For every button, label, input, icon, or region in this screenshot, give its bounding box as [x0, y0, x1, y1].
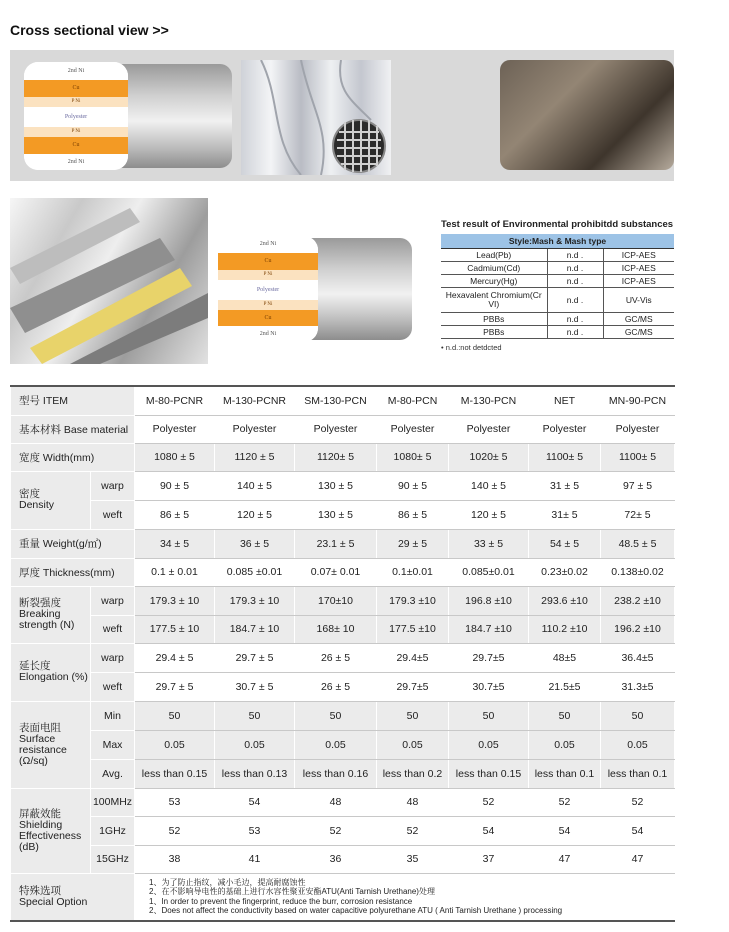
weft-label: weft [91, 615, 135, 643]
table-cell: 293.6 ±10 [529, 586, 601, 615]
table-row [11, 558, 675, 586]
table-cell: 1080 ± 5 [135, 443, 215, 471]
substance-cell: Cadmium(Cd) [441, 262, 547, 275]
table-row [11, 759, 675, 788]
photo-band [10, 50, 674, 181]
layer-polyester: Polyester [24, 107, 128, 127]
table-cell: 30.7 ± 5 [215, 672, 295, 701]
cables-photo [10, 198, 208, 364]
table-cell: less than 0.15 [135, 759, 215, 788]
metalized-fabric-photo [500, 60, 674, 170]
result-cell: n.d . [547, 249, 603, 262]
table-row [441, 275, 674, 288]
env-test-note: • n.d.:not detdcted [441, 343, 502, 352]
special-option-label [11, 873, 135, 921]
table-row [11, 386, 675, 415]
table-cell: 1120± 5 [295, 443, 377, 471]
table-cell: Polyester [215, 415, 295, 443]
table-cell: 33 ± 5 [449, 529, 529, 558]
table-cell: 48 [377, 788, 449, 816]
table-cell: 86 ± 5 [135, 500, 215, 529]
table-cell: 238.2 ±10 [601, 586, 675, 615]
table-cell: 1020± 5 [449, 443, 529, 471]
substance-cell: PBBs [441, 326, 547, 339]
table-cell: 0.05 [377, 730, 449, 759]
table-cell: less than 0.1 [601, 759, 675, 788]
substance-cell: Hexavalent Chromium(Cr VI) [441, 288, 547, 313]
table-row [11, 586, 675, 615]
table-row [11, 873, 675, 921]
table-cell: 1120 ± 5 [215, 443, 295, 471]
table-cell: 50 [529, 701, 601, 730]
table-row [11, 730, 675, 759]
max-label: Max [91, 730, 135, 759]
table-cell: 30.7±5 [449, 672, 529, 701]
label-en: Surface [19, 732, 56, 745]
table-cell: 196.8 ±10 [449, 586, 529, 615]
width-label: 宽度 Width(mm) [11, 443, 135, 471]
table-cell: 29.4 ± 5 [135, 643, 215, 672]
special-line: 1、In order to prevent the fingerprint, reduce the burr, corrosion resistance [149, 896, 413, 906]
cross-section-photo [24, 62, 232, 170]
table-cell: 54 [449, 816, 529, 845]
table-cell: 0.138±0.02 [601, 558, 675, 586]
table-cell: 1100± 5 [601, 443, 675, 471]
mesh-fabric-photo [241, 60, 391, 175]
page-heading: Cross sectional view >> [10, 22, 169, 38]
table-row [441, 326, 674, 339]
layer-ni-bottom: 2nd Ni [24, 154, 128, 170]
method-cell: GC/MS [603, 313, 674, 326]
table-cell: 130 ± 5 [295, 471, 377, 500]
table-cell: Polyester [601, 415, 675, 443]
freq-label: 1GHz [91, 816, 135, 845]
table-cell: 29.7 ± 5 [215, 643, 295, 672]
elongation-label [11, 643, 91, 701]
method-cell: ICP-AES [603, 262, 674, 275]
table-cell: 0.05 [601, 730, 675, 759]
shielding-label [11, 788, 91, 873]
spec-table [10, 385, 675, 922]
table-cell: 31± 5 [529, 500, 601, 529]
table-cell: 48±5 [529, 643, 601, 672]
weft-label: weft [91, 500, 135, 529]
surface-resistance-label [11, 701, 91, 788]
table-cell: 170±10 [295, 586, 377, 615]
table-cell: 36 ± 5 [215, 529, 295, 558]
model-header: SM-130-PCN [295, 386, 377, 415]
table-cell: 29 ± 5 [377, 529, 449, 558]
thickness-label: 厚度 Thickness(mm) [11, 558, 135, 586]
env-test-header: Style:Mash & Mash type [441, 234, 674, 249]
table-row [11, 500, 675, 529]
freq-label: 15GHz [91, 845, 135, 873]
label-en: strength (N) [19, 619, 75, 631]
weft-label: weft [91, 672, 135, 701]
special-line: 2、Does not affect the conductivity based on water capacitive polyurethane ATU ( Anti Tarnish Urethane ) processing [149, 906, 563, 916]
base-material-label: 基本材料 Base material [11, 415, 135, 443]
table-row [11, 643, 675, 672]
table-cell: 52 [377, 816, 449, 845]
result-cell: n.d . [547, 275, 603, 288]
mesh-magnifier-icon [241, 60, 391, 175]
table-cell: 140 ± 5 [215, 471, 295, 500]
table-cell: 110.2 ±10 [529, 615, 601, 643]
table-cell: 130 ± 5 [295, 500, 377, 529]
method-cell: ICP-AES [603, 249, 674, 262]
table-cell: 52 [135, 816, 215, 845]
table-row [11, 471, 675, 500]
table-cell: 21.5±5 [529, 672, 601, 701]
warp-label: warp [91, 471, 135, 500]
table-cell: 47 [529, 845, 601, 873]
table-row [441, 288, 674, 313]
label-cn: 特殊选项 [19, 884, 61, 897]
table-cell: Polyester [449, 415, 529, 443]
table-cell: 140 ± 5 [449, 471, 529, 500]
table-cell: 0.07± 0.01 [295, 558, 377, 586]
table-cell: 52 [295, 816, 377, 845]
table-row [11, 845, 675, 873]
substance-cell: PBBs [441, 313, 547, 326]
label-en: resistance [19, 743, 67, 756]
table-cell: 177.5 ± 10 [135, 615, 215, 643]
table-cell: 52 [601, 788, 675, 816]
table-row [11, 529, 675, 558]
table-cell: 184.7 ±10 [449, 615, 529, 643]
table-cell: 0.085 ±0.01 [215, 558, 295, 586]
table-cell: 31 ± 5 [529, 471, 601, 500]
table-cell: 29.7±5 [377, 672, 449, 701]
env-test-table [441, 234, 674, 339]
label-cn: 延长度 [19, 660, 51, 672]
table-row [11, 415, 675, 443]
table-cell: 37 [449, 845, 529, 873]
table-cell: 54 [215, 788, 295, 816]
layer-ni-bottom: 2nd Ni [218, 326, 318, 342]
layer-cu-top: Cu [24, 80, 128, 97]
special-option-text [135, 873, 675, 921]
table-row [11, 701, 675, 730]
table-cell: 48 [295, 788, 377, 816]
item-label: 型号 ITEM [11, 386, 135, 415]
table-cell: 26 ± 5 [295, 672, 377, 701]
label-cn: 断裂强度 [19, 597, 61, 609]
table-row [11, 788, 675, 816]
table-row [441, 249, 674, 262]
table-cell: 0.05 [449, 730, 529, 759]
result-cell: n.d . [547, 326, 603, 339]
table-row [11, 816, 675, 845]
table-cell: 29.7 ± 5 [135, 672, 215, 701]
table-row [11, 443, 675, 471]
table-cell: 120 ± 5 [215, 500, 295, 529]
layer-polyester: Polyester [218, 280, 318, 300]
table-cell: 41 [215, 845, 295, 873]
table-cell: 34 ± 5 [135, 529, 215, 558]
table-cell: 1080± 5 [377, 443, 449, 471]
table-cell: Polyester [529, 415, 601, 443]
table-cell: 53 [135, 788, 215, 816]
table-row [441, 313, 674, 326]
label-en: (dB) [19, 840, 39, 853]
label-en: Elongation (%) [19, 671, 88, 683]
model-header: M-130-PCNR [215, 386, 295, 415]
table-cell: 0.05 [215, 730, 295, 759]
table-cell: 52 [449, 788, 529, 816]
table-cell: 1100± 5 [529, 443, 601, 471]
label-cn: 密度 [19, 488, 40, 500]
table-cell: 23.1 ± 5 [295, 529, 377, 558]
model-header: MN-90-PCN [601, 386, 675, 415]
method-cell: GC/MS [603, 326, 674, 339]
table-cell: less than 0.16 [295, 759, 377, 788]
table-cell: 179.3 ± 10 [135, 586, 215, 615]
avg-label: Avg. [91, 759, 135, 788]
min-label: Min [91, 701, 135, 730]
table-cell: 90 ± 5 [377, 471, 449, 500]
table-cell: less than 0.1 [529, 759, 601, 788]
table-cell: 72± 5 [601, 500, 675, 529]
warp-label: warp [91, 586, 135, 615]
table-cell: 31.3±5 [601, 672, 675, 701]
label-en: Density [19, 499, 55, 511]
cable-illustration [10, 198, 208, 364]
table-cell: 50 [449, 701, 529, 730]
table-cell: 29.7±5 [449, 643, 529, 672]
table-cell: 120 ± 5 [449, 500, 529, 529]
label-cn: 屏蔽效能 [19, 807, 61, 820]
layer-pni-bottom: P Ni [24, 127, 128, 137]
result-cell: n.d . [547, 288, 603, 313]
table-cell: 29.4±5 [377, 643, 449, 672]
label-en: Special Option [19, 895, 88, 908]
method-cell: ICP-AES [603, 275, 674, 288]
model-header: M-80-PCNR [135, 386, 215, 415]
table-cell: 38 [135, 845, 215, 873]
label-en: Effectiveness [19, 829, 82, 842]
layer-cu-bottom: Cu [218, 310, 318, 326]
table-cell: less than 0.2 [377, 759, 449, 788]
table-cell: 0.1±0.01 [377, 558, 449, 586]
table-cell: 54 ± 5 [529, 529, 601, 558]
layer-ni-top: 2nd Ni [24, 62, 128, 80]
breaking-label [11, 586, 91, 643]
table-cell: Polyester [377, 415, 449, 443]
density-label [11, 471, 91, 529]
table-cell: 50 [135, 701, 215, 730]
cross-section-photo-2 [218, 236, 412, 342]
model-header: NET [529, 386, 601, 415]
table-cell: 53 [215, 816, 295, 845]
model-header: M-80-PCN [377, 386, 449, 415]
special-line: 1、为了防止指纹，减小毛边，提高耐腐蚀性 [149, 877, 306, 887]
table-cell: 179.3 ±10 [377, 586, 449, 615]
table-cell: 36.4±5 [601, 643, 675, 672]
layer-pni-top: P Ni [24, 97, 128, 107]
warp-label: warp [91, 643, 135, 672]
table-cell: 50 [601, 701, 675, 730]
label-en: (Ω/sq) [19, 754, 48, 767]
table-cell: 97 ± 5 [601, 471, 675, 500]
result-cell: n.d . [547, 313, 603, 326]
table-cell: 50 [377, 701, 449, 730]
substance-cell: Mercury(Hg) [441, 275, 547, 288]
table-cell: 0.05 [529, 730, 601, 759]
table-cell: less than 0.13 [215, 759, 295, 788]
table-cell: less than 0.15 [449, 759, 529, 788]
result-cell: n.d . [547, 262, 603, 275]
table-cell: 48.5 ± 5 [601, 529, 675, 558]
special-line: 2、在不影响导电性的基础上进行水容性聚亚安酯ATU(Anti Tarnish Urethane)处理 [149, 887, 435, 897]
table-cell: 177.5 ±10 [377, 615, 449, 643]
table-row [441, 262, 674, 275]
table-cell: 184.7 ± 10 [215, 615, 295, 643]
weight-label: 重量 Weight(g/㎡) [11, 529, 135, 558]
table-cell: 35 [377, 845, 449, 873]
freq-label: 100MHz [91, 788, 135, 816]
table-cell: 86 ± 5 [377, 500, 449, 529]
table-row [11, 615, 675, 643]
label-en: Shielding [19, 818, 63, 831]
label-en: Breaking [19, 608, 61, 620]
table-cell: 90 ± 5 [135, 471, 215, 500]
substance-cell: Lead(Pb) [441, 249, 547, 262]
table-cell: 179.3 ± 10 [215, 586, 295, 615]
table-cell: 47 [601, 845, 675, 873]
table-cell: 0.05 [135, 730, 215, 759]
table-cell: 26 ± 5 [295, 643, 377, 672]
table-cell: 0.23±0.02 [529, 558, 601, 586]
table-cell: 52 [529, 788, 601, 816]
layer-pni-top: P Ni [218, 270, 318, 280]
method-cell: UV-Vis [603, 288, 674, 313]
layer-ni-top: 2nd Ni [218, 236, 318, 253]
table-cell: 36 [295, 845, 377, 873]
layer-cu-top: Cu [218, 253, 318, 270]
layer-cu-bottom: Cu [24, 137, 128, 154]
label-cn: 表面电阻 [19, 721, 61, 734]
table-cell: 54 [601, 816, 675, 845]
table-row [11, 672, 675, 701]
table-cell: 0.05 [295, 730, 377, 759]
table-cell: 54 [529, 816, 601, 845]
table-cell: 0.1 ± 0.01 [135, 558, 215, 586]
table-cell: 0.085±0.01 [449, 558, 529, 586]
model-header: M-130-PCN [449, 386, 529, 415]
layer-pni-bottom: P Ni [218, 300, 318, 310]
table-cell: Polyester [295, 415, 377, 443]
table-cell: 196.2 ±10 [601, 615, 675, 643]
env-test-title: Test result of Environmental prohibitdd substances [441, 219, 674, 230]
table-cell: Polyester [135, 415, 215, 443]
table-cell: 168± 10 [295, 615, 377, 643]
table-cell: 50 [295, 701, 377, 730]
table-cell: 50 [215, 701, 295, 730]
